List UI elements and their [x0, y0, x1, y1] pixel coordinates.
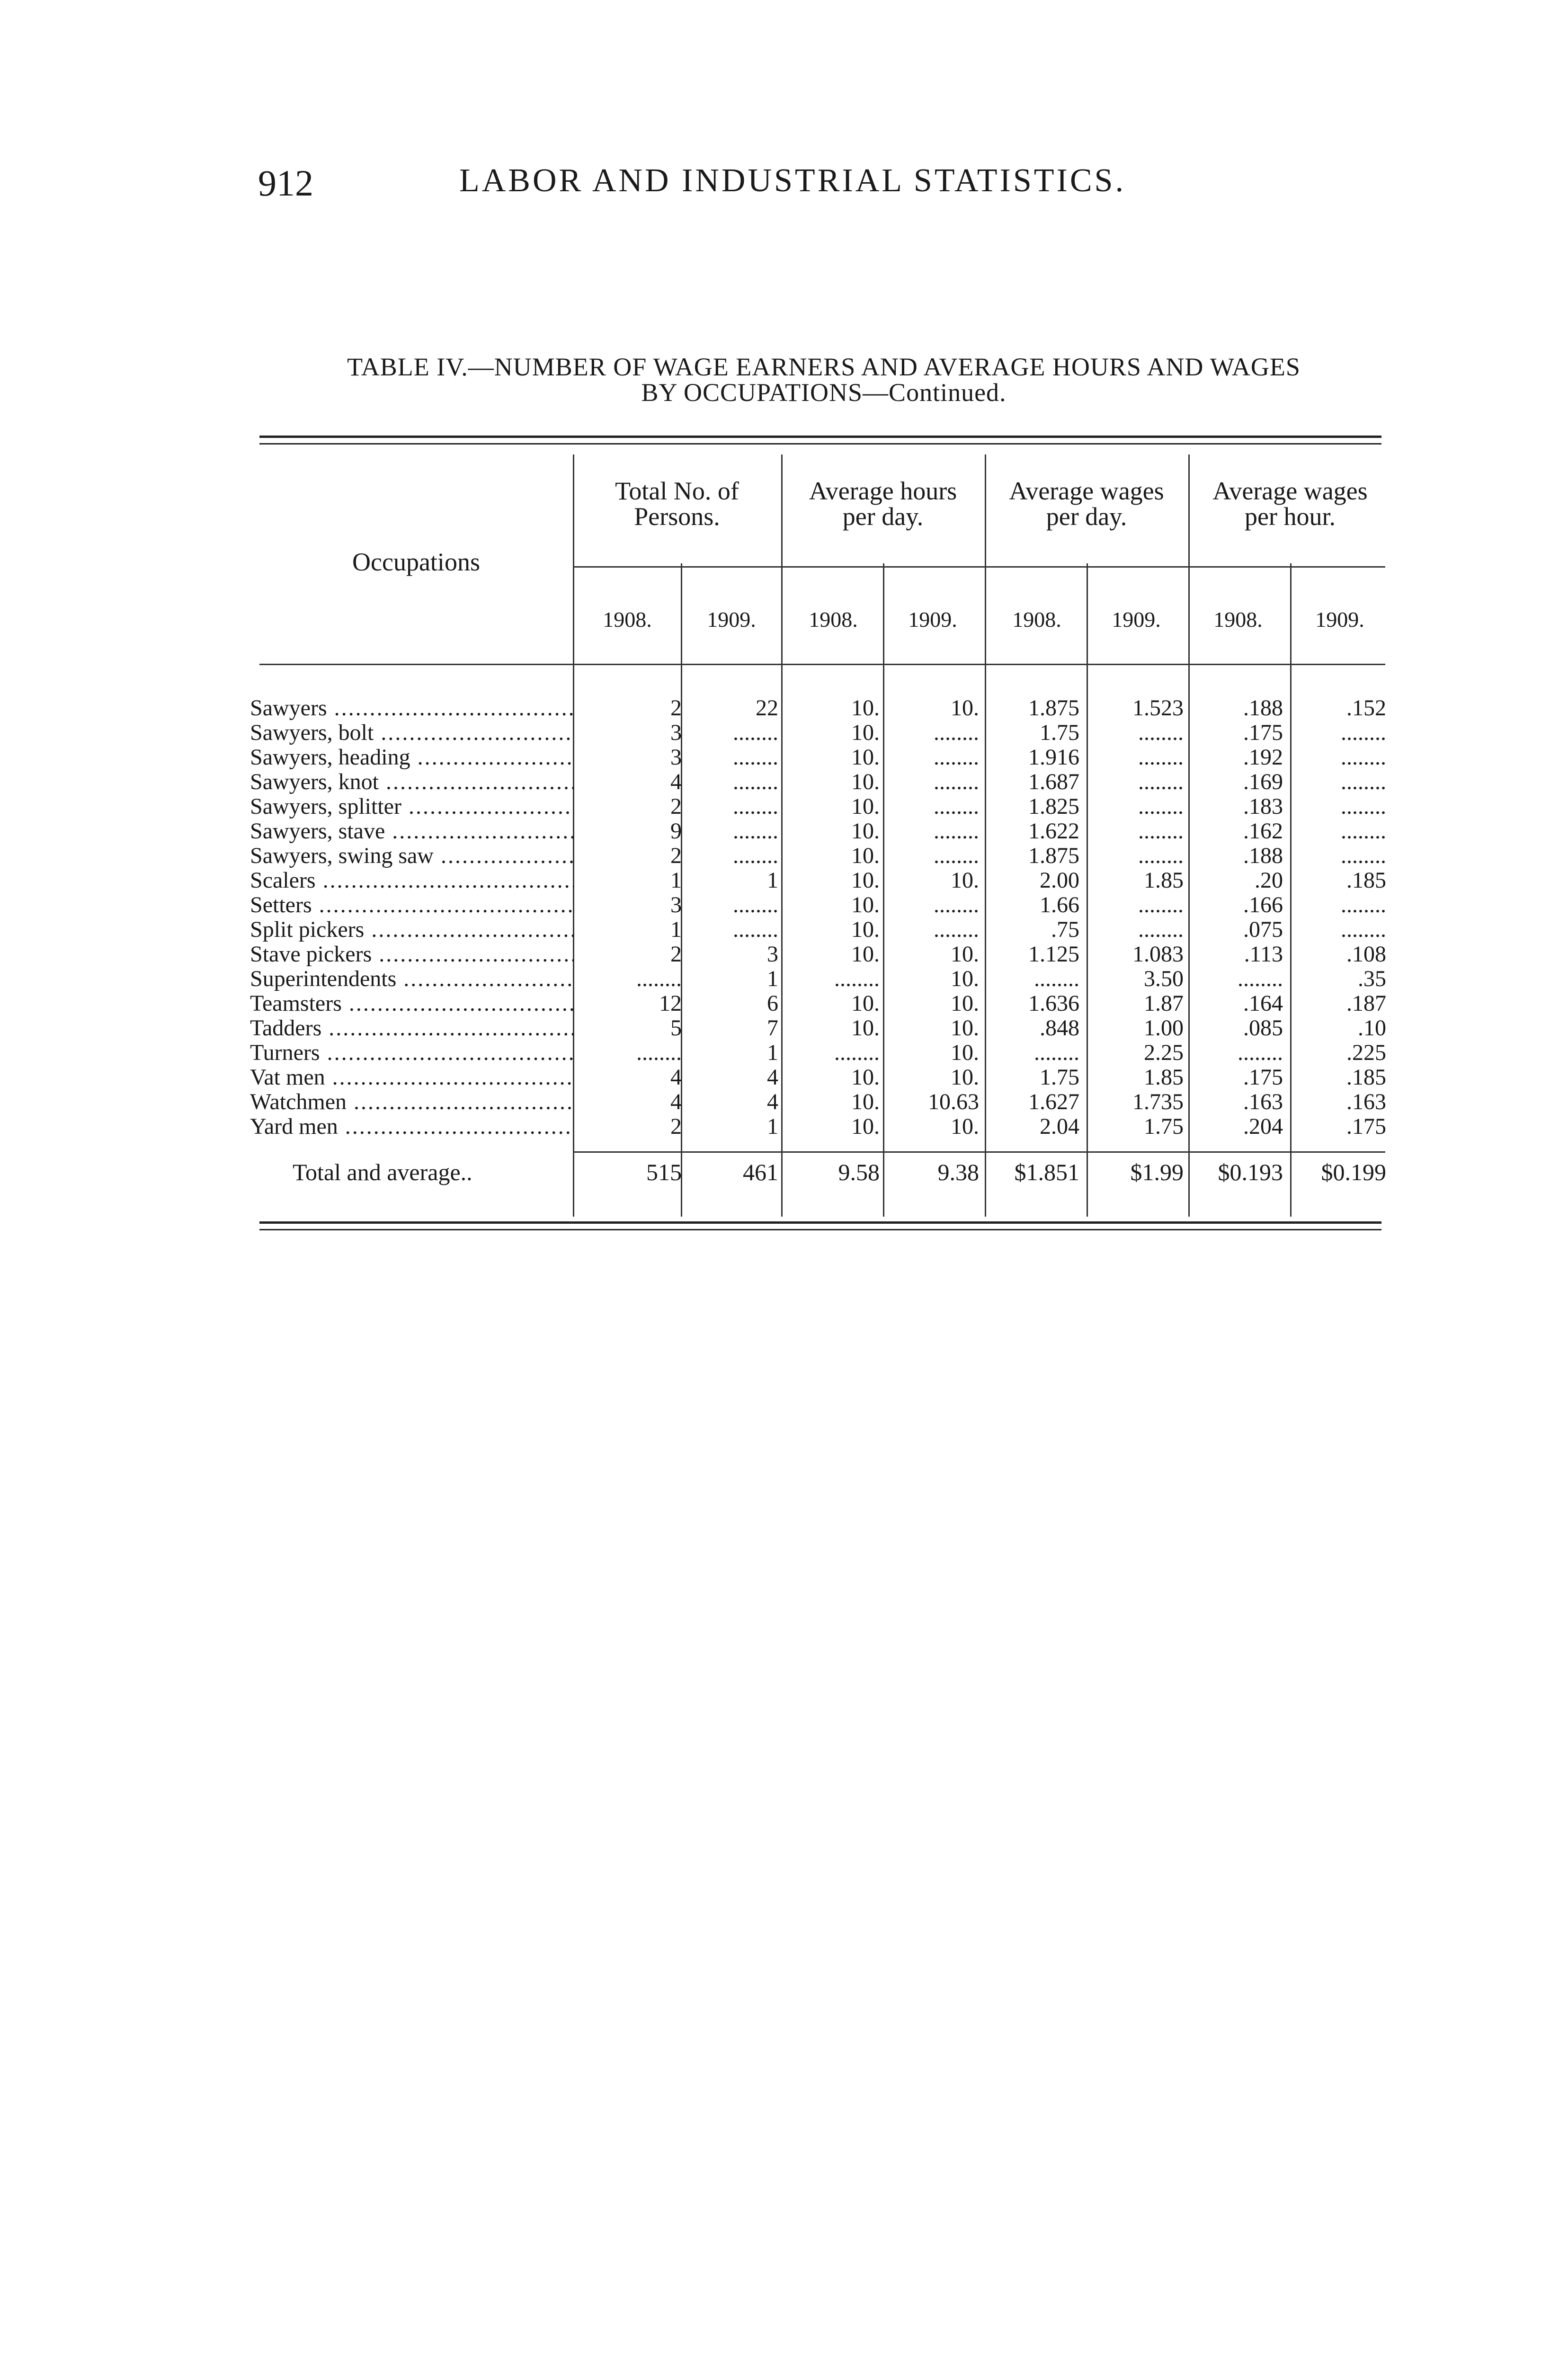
- value-cell: 22: [756, 696, 778, 721]
- group-rule: [573, 566, 1385, 568]
- value-cell: .20: [1255, 868, 1283, 893]
- value-cell: .175: [1243, 1065, 1283, 1090]
- group-header-wages-day: Average wages per day.: [1009, 477, 1164, 531]
- value-cell: ........: [733, 844, 778, 868]
- value-cell: .185: [1346, 868, 1386, 893]
- value-cell: 10.: [851, 794, 880, 819]
- top-rule-inner: [259, 443, 1381, 445]
- value-cell: .108: [1346, 942, 1386, 967]
- value-cell: ........: [1238, 967, 1283, 991]
- occupation-cell: Split pickers .....: [250, 917, 574, 942]
- value-cell: 1.523: [1132, 696, 1184, 721]
- value-cell: ........: [733, 917, 778, 942]
- occupation-cell: Sawyers, splitter .....: [250, 794, 574, 819]
- year-header: 1909.: [707, 607, 756, 632]
- value-cell: .10: [1358, 1016, 1386, 1041]
- value-cell: ........: [934, 770, 979, 794]
- page-number: 912: [258, 162, 313, 204]
- value-cell: ........: [733, 794, 778, 819]
- value-cell: 10.: [851, 844, 880, 868]
- occupation-cell: Sawyers, bolt .....: [250, 721, 574, 745]
- occupation-cell: Setters .....: [250, 893, 574, 917]
- value-cell: 10.: [851, 1114, 880, 1139]
- value-cell: ........: [733, 819, 778, 844]
- value-cell: $1.851: [1014, 1160, 1079, 1184]
- value-cell: 4: [767, 1065, 778, 1090]
- value-cell: 10.: [851, 770, 880, 794]
- value-cell: ........: [1034, 967, 1079, 991]
- value-cell: 1.85: [1144, 1065, 1184, 1090]
- value-cell: ........: [834, 967, 880, 991]
- value-cell: 1.627: [1028, 1090, 1079, 1114]
- value-cell: 10.: [851, 696, 880, 721]
- value-cell: ........: [636, 967, 682, 991]
- value-cell: 10.: [951, 696, 979, 721]
- value-cell: .163: [1346, 1090, 1386, 1114]
- value-cell: .848: [1040, 1016, 1079, 1041]
- occupation-cell: Sawyers, swing saw .....: [250, 844, 574, 868]
- year-header: 1908.: [809, 607, 858, 632]
- value-cell: ........: [934, 794, 979, 819]
- value-cell: 3.50: [1144, 967, 1184, 991]
- value-cell: .075: [1243, 917, 1283, 942]
- value-cell: 1: [767, 1041, 778, 1065]
- value-cell: ........: [1238, 1041, 1283, 1065]
- value-cell: .187: [1346, 991, 1386, 1016]
- value-cell: ........: [1138, 770, 1184, 794]
- year-header: 1908.: [1012, 607, 1061, 632]
- value-cell: 1: [767, 868, 778, 893]
- value-cell: 10.: [851, 942, 880, 967]
- value-cell: 4: [670, 1090, 682, 1114]
- occupation-cell: Tadders .....: [250, 1016, 574, 1041]
- value-cell: 1.875: [1028, 696, 1079, 721]
- value-cell: ........: [733, 770, 778, 794]
- occupation-cell: Sawyers, stave .....: [250, 819, 574, 844]
- value-cell: 9.58: [838, 1160, 880, 1184]
- value-cell: 10.: [851, 819, 880, 844]
- value-cell: 10.: [951, 1016, 979, 1041]
- value-cell: .35: [1358, 967, 1386, 991]
- value-cell: ........: [1341, 794, 1386, 819]
- value-cell: 9.38: [937, 1160, 979, 1184]
- occupation-cell: Superintendents .....: [250, 967, 574, 991]
- value-cell: 10.: [951, 1065, 979, 1090]
- year-header: 1909.: [908, 607, 957, 632]
- bottom-rule: [259, 1221, 1381, 1224]
- year-header: 1909.: [1112, 607, 1161, 632]
- total-label: Total and average..: [293, 1159, 472, 1185]
- occupation-cell: Vat men .....: [250, 1065, 574, 1090]
- value-cell: ........: [934, 844, 979, 868]
- value-cell: 2: [670, 794, 682, 819]
- value-cell: 10.: [851, 991, 880, 1016]
- value-cell: ........: [1138, 844, 1184, 868]
- value-cell: 4: [670, 1065, 682, 1090]
- value-cell: $1.99: [1130, 1160, 1184, 1184]
- value-cell: ........: [1341, 770, 1386, 794]
- value-cell: .175: [1346, 1114, 1386, 1139]
- value-cell: ........: [1341, 721, 1386, 745]
- value-cell: 1.85: [1144, 868, 1184, 893]
- value-cell: 10.: [951, 1041, 979, 1065]
- occupation-cell: Scalers .....: [250, 868, 574, 893]
- value-cell: ........: [1341, 893, 1386, 917]
- value-cell: ........: [1341, 745, 1386, 770]
- value-cell: 10.: [851, 868, 880, 893]
- value-cell: ........: [934, 917, 979, 942]
- value-cell: .225: [1346, 1041, 1386, 1065]
- value-cell: .204: [1243, 1114, 1283, 1139]
- value-cell: ........: [1138, 745, 1184, 770]
- value-cell: ........: [636, 1041, 682, 1065]
- value-cell: ........: [934, 745, 979, 770]
- running-title: LABOR AND INDUSTRIAL STATISTICS.: [459, 162, 1126, 199]
- table-title-line1: TABLE IV.—NUMBER OF WAGE EARNERS AND AVERAGE HOURS AND WAGES: [347, 353, 1301, 381]
- value-cell: 3: [670, 893, 682, 917]
- value-cell: ........: [1138, 721, 1184, 745]
- value-cell: 1.75: [1040, 1065, 1079, 1090]
- value-cell: 461: [743, 1160, 778, 1184]
- value-cell: 1.636: [1028, 991, 1079, 1016]
- value-cell: 1.87: [1144, 991, 1184, 1016]
- occupation-cell: Watchmen .....: [250, 1090, 574, 1114]
- value-cell: 1: [767, 967, 778, 991]
- value-cell: 10.: [951, 942, 979, 967]
- value-cell: .75: [1051, 917, 1079, 942]
- value-cell: 3: [670, 721, 682, 745]
- value-cell: .164: [1243, 991, 1283, 1016]
- value-cell: .113: [1244, 942, 1283, 967]
- group-header-hours: Average hours per day.: [809, 477, 957, 531]
- value-cell: ........: [1034, 1041, 1079, 1065]
- value-cell: 7: [767, 1016, 778, 1041]
- table-title: [251, 354, 1397, 405]
- table-title-line2: BY OCCUPATIONS—Continued.: [641, 378, 1007, 407]
- value-cell: 2.25: [1144, 1041, 1184, 1065]
- value-cell: ........: [733, 745, 778, 770]
- value-cell: 1.622: [1028, 819, 1079, 844]
- value-cell: .085: [1243, 1016, 1283, 1041]
- value-cell: 1.687: [1028, 770, 1079, 794]
- occupation-cell: Teamsters .....: [250, 991, 574, 1016]
- value-cell: 1: [670, 868, 682, 893]
- value-cell: 2: [670, 844, 682, 868]
- value-cell: .188: [1243, 844, 1283, 868]
- value-cell: 1.735: [1132, 1090, 1184, 1114]
- value-cell: 10.: [851, 893, 880, 917]
- value-cell: 1.916: [1028, 745, 1079, 770]
- value-cell: 10.: [951, 868, 979, 893]
- value-cell: 2: [670, 1114, 682, 1139]
- year-header: 1908.: [1213, 607, 1263, 632]
- occupation-cell: Yard men .....: [250, 1114, 574, 1139]
- value-cell: 9: [670, 819, 682, 844]
- occupation-cell: Sawyers, knot .....: [250, 770, 574, 794]
- value-cell: ........: [1138, 794, 1184, 819]
- value-cell: ........: [1138, 819, 1184, 844]
- value-cell: .183: [1243, 794, 1283, 819]
- value-cell: .175: [1243, 721, 1283, 745]
- value-cell: 1.66: [1040, 893, 1079, 917]
- value-cell: ........: [733, 893, 778, 917]
- value-cell: 1: [767, 1114, 778, 1139]
- value-cell: 10.: [851, 917, 880, 942]
- value-cell: 515: [646, 1160, 682, 1184]
- value-cell: 1.875: [1028, 844, 1079, 868]
- value-cell: 10.: [851, 745, 880, 770]
- value-cell: ........: [1341, 844, 1386, 868]
- value-cell: 1: [670, 917, 682, 942]
- value-cell: ........: [1138, 893, 1184, 917]
- value-cell: ........: [1138, 917, 1184, 942]
- value-cell: 1.75: [1144, 1114, 1184, 1139]
- value-cell: ........: [934, 893, 979, 917]
- group-header-wages-hour: Average wages per hour.: [1212, 477, 1368, 531]
- value-cell: 1.825: [1028, 794, 1079, 819]
- value-cell: 2.04: [1040, 1114, 1079, 1139]
- value-cell: 4: [670, 770, 682, 794]
- group-header-persons: Total No. of Persons.: [615, 477, 739, 531]
- value-cell: 10.: [951, 1114, 979, 1139]
- header-rule: [259, 664, 1385, 665]
- value-cell: 10.: [951, 991, 979, 1016]
- value-cell: 5: [670, 1016, 682, 1041]
- value-cell: 10.: [851, 1090, 880, 1114]
- value-cell: $0.193: [1218, 1160, 1283, 1184]
- value-cell: .162: [1243, 819, 1283, 844]
- value-cell: 2.00: [1040, 868, 1079, 893]
- value-cell: 2: [670, 696, 682, 721]
- occupations-header: Occupations: [352, 548, 480, 576]
- value-cell: 10.: [851, 1065, 880, 1090]
- value-cell: 1.083: [1132, 942, 1184, 967]
- year-header: 1909.: [1315, 607, 1364, 632]
- value-cell: 2: [670, 942, 682, 967]
- occupation-cell: Stave pickers .....: [250, 942, 574, 967]
- value-cell: ........: [733, 721, 778, 745]
- value-cell: 1.75: [1040, 721, 1079, 745]
- value-cell: 10.: [951, 967, 979, 991]
- value-cell: 1.125: [1028, 942, 1079, 967]
- value-cell: ........: [934, 819, 979, 844]
- value-cell: .152: [1346, 696, 1386, 721]
- value-cell: ........: [1341, 917, 1386, 942]
- value-cell: .166: [1243, 893, 1283, 917]
- value-cell: 4: [767, 1090, 778, 1114]
- occupation-cell: Sawyers .....: [250, 696, 574, 721]
- value-cell: 1.00: [1144, 1016, 1184, 1041]
- value-cell: .163: [1243, 1090, 1283, 1114]
- value-cell: 3: [670, 745, 682, 770]
- occupation-cell: Sawyers, heading .....: [250, 745, 574, 770]
- value-cell: 10.: [851, 1016, 880, 1041]
- value-cell: ........: [1341, 819, 1386, 844]
- total-rule: [573, 1151, 1385, 1153]
- value-cell: .185: [1346, 1065, 1386, 1090]
- occupation-cell: Turners .....: [250, 1041, 574, 1065]
- value-cell: .169: [1243, 770, 1283, 794]
- value-cell: 3: [767, 942, 778, 967]
- value-cell: .188: [1243, 696, 1283, 721]
- value-cell: 6: [767, 991, 778, 1016]
- value-cell: .192: [1243, 745, 1283, 770]
- top-rule: [259, 436, 1381, 438]
- bottom-rule-inner: [259, 1229, 1381, 1230]
- year-header: 1908.: [603, 607, 652, 632]
- value-cell: ........: [934, 721, 979, 745]
- value-cell: 10.: [851, 721, 880, 745]
- value-cell: 12: [659, 991, 682, 1016]
- value-cell: $0.199: [1321, 1160, 1386, 1184]
- value-cell: 10.63: [928, 1090, 979, 1114]
- value-cell: ........: [834, 1041, 880, 1065]
